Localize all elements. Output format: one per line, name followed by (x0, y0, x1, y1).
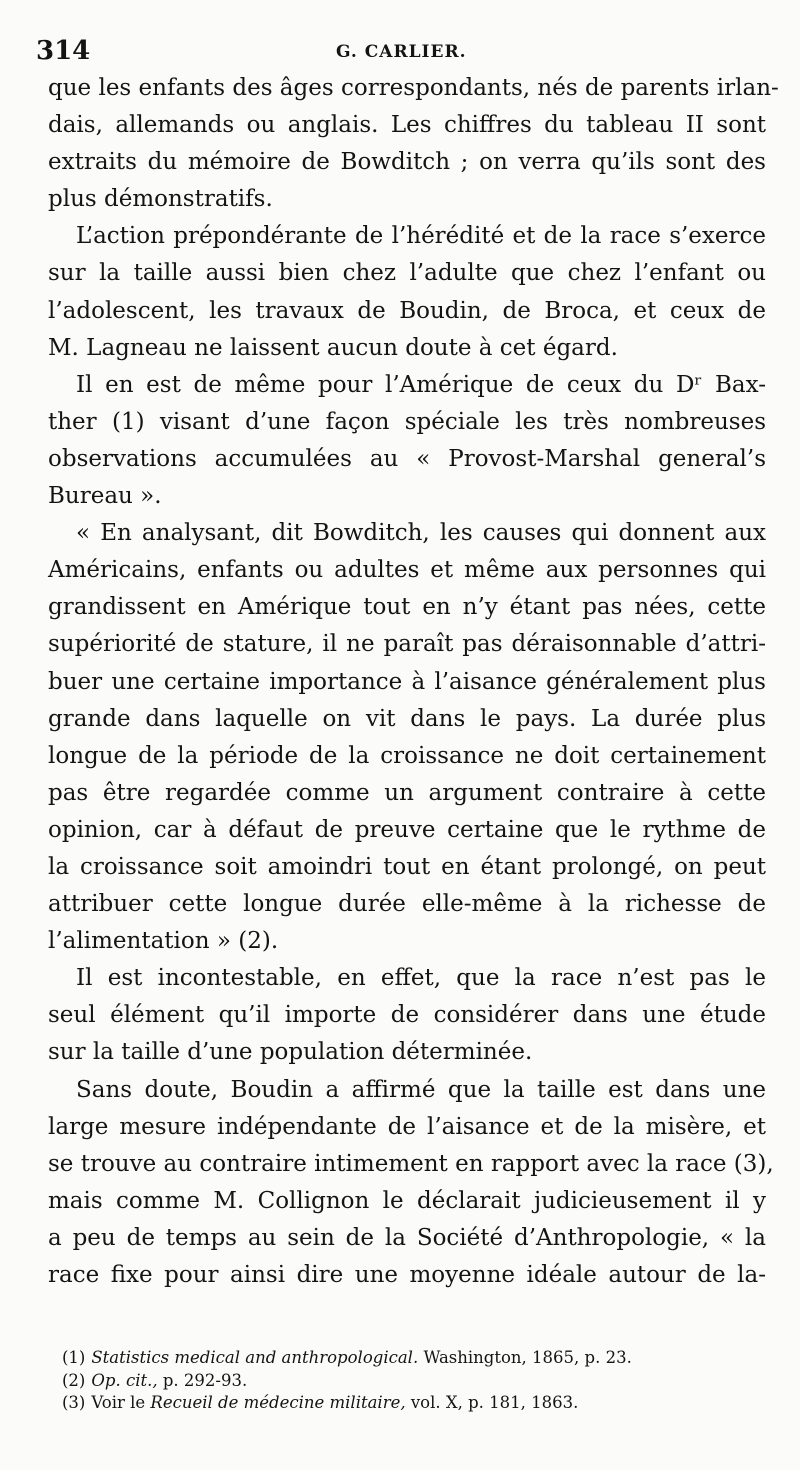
footnote (62, 1392, 774, 1415)
text-line: Il en est de même pour l’Amérique de ceux du Dʳ Bax- (76, 371, 766, 398)
text-line: a peu de temps au sein de la Société d’Anthropologie, « la (48, 1224, 766, 1251)
text-line: l’adolescent, les travaux de Boudin, de Broca, et ceux de (48, 297, 766, 324)
text-line: longue de la période de la croissance ne doit certainement (48, 742, 766, 769)
footnote-title: Recueil de médecine militaire, (150, 1393, 406, 1412)
body-text (48, 70, 779, 1294)
text-line: l’alimentation » (2). (48, 928, 279, 955)
footnote-detail: vol. X, p. 181, 1863. (405, 1393, 579, 1412)
text-line: Bureau ». (48, 483, 162, 510)
page-header (36, 36, 766, 70)
running-head: G. CARLIER. (336, 42, 467, 62)
text-line: plus démonstratifs. (48, 186, 273, 213)
footnote-prefix: Voir le (91, 1393, 151, 1412)
text-line: ther (1) visant d’une façon spéciale les très nombreuses (48, 408, 766, 435)
text-line: observations accumulées au « Provost-Marshal general’s (48, 445, 766, 472)
text-line: Sans doute, Boudin a affirmé que la taille est dans une (76, 1076, 766, 1103)
text-line: L’action prépondérante de l’hérédité et de la race s’exerce (76, 223, 766, 250)
text-line: buer une certaine importance à l’aisance généralement plus (48, 668, 766, 695)
text-line: pas être regardée comme un argument contraire à cette (48, 779, 766, 806)
footnote-mark: (1) (62, 1348, 86, 1367)
text-line: Américains, enfants ou adultes et même aux personnes qui (48, 557, 766, 584)
text-line: grandissent en Amérique tout en n’y étant pas nées, cette (48, 594, 766, 621)
text-line: que les enfants des âges correspondants, nés de parents irlan- (48, 75, 779, 101)
footnote-title: Op. cit., (91, 1370, 158, 1390)
text-line: « En analysant, dit Bowditch, les causes qui donnent aux (76, 520, 766, 547)
footnotes (62, 1347, 774, 1415)
page-number: 314 (36, 36, 91, 66)
footnote (62, 1347, 774, 1370)
text-line: la croissance soit amoindri tout en étant prolongé, on peut (48, 853, 766, 880)
text-line: extraits du mémoire de Bowditch ; on verra qu’ils sont des (48, 149, 766, 176)
footnote-detail: Washington, 1865, p. 23. (418, 1348, 632, 1367)
footnote-mark: (3) (62, 1393, 86, 1412)
text-line: se trouve au contraire intimement en rapport avec la race (3), (48, 1150, 774, 1177)
text-line: mais comme M. Collignon le déclarait judicieusement il y (48, 1187, 766, 1214)
footnote-detail: p. 292-93. (157, 1370, 248, 1390)
text-line: Il est incontestable, en effet, que la race n’est pas le (76, 965, 766, 992)
text-line: M. Lagneau ne laissent aucun doute à cet égard. (48, 334, 618, 361)
text-line: large mesure indépendante de l’aisance et de la misère, et (48, 1113, 766, 1140)
text-line: race fixe pour ainsi dire une moyenne idéale autour de la- (48, 1262, 766, 1288)
text-line: sur la taille aussi bien chez l’adulte que chez l’enfant ou (48, 260, 766, 287)
text-line: opinion, car à défaut de preuve certaine que le rythme de (48, 816, 766, 843)
footnote (62, 1370, 774, 1393)
footnote-title: Statistics medical and anthropological. (91, 1348, 419, 1367)
text-line: seul élément qu’il importe de considérer dans une étude (48, 1002, 766, 1029)
footnote-mark: (2) (62, 1370, 86, 1390)
text-line: supériorité de stature, il ne paraît pas déraisonnable d’attri- (48, 631, 766, 658)
text-line: dais, allemands ou anglais. Les chiffres du tableau II sont (48, 112, 766, 139)
text-line: attribuer cette longue durée elle-même à la richesse de (48, 891, 766, 918)
text-line: sur la taille d’une population déterminée. (48, 1039, 533, 1066)
text-line: grande dans laquelle on vit dans le pays. La durée plus (48, 705, 766, 732)
